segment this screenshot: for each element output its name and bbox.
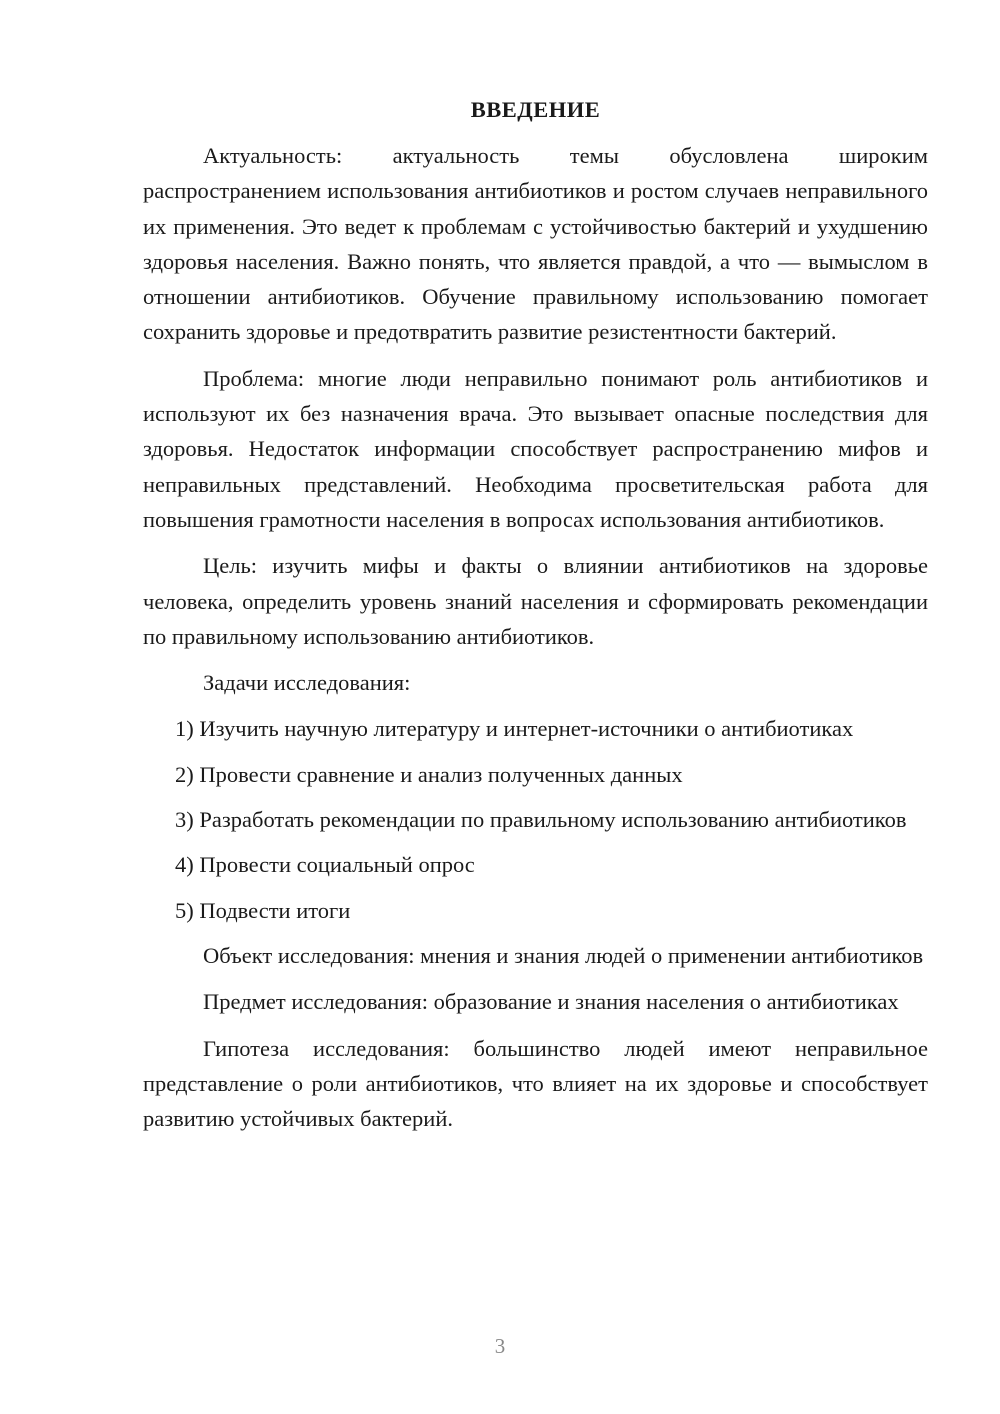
task-item-3: 3) Разработать рекомендации по правильному использованию антибиотиков xyxy=(175,807,907,833)
relevance-paragraph: Актуальность: актуальность темы обусловлена широким распространением использования антибиотиков и ростом случаев неправильного их применения. Это ведет к проблемам с устойчивостью бактерий и ухудшению здоровья населения. Важно понять, что является правдой, а что — вымыслом в отношении антибиотиков. Обучение правильному использованию помогает сохранить здоровье и предотвратить развитие резистентности бактерий. xyxy=(143,143,928,345)
problem-paragraph: Проблема: многие люди неправильно понимают роль антибиотиков и используют их без назначения врача. Это вызывает опасные последствия для здоровья. Недостаток информации способствует распространению мифов и неправильных представлений. Необходима просветительская работа для повышения грамотности населения в вопросах использования антибиотиков. xyxy=(143,365,928,532)
hypothesis-paragraph: Гипотеза исследования: большинство людей имеют неправильное представление о роли антибиотиков, что влияет на их здоровье и способствует развитию устойчивых бактерий. xyxy=(143,1035,928,1132)
page-number: 3 xyxy=(494,1334,506,1358)
page-content xyxy=(143,94,928,1147)
subject-paragraph: Предмет исследования: образование и знания населения о антибиотиках xyxy=(203,989,899,1015)
goal-paragraph: Цель: изучить мифы и факты о влиянии антибиотиков на здоровье человека, определить уровень знаний населения и сформировать рекомендации по правильному использованию антибиотиков. xyxy=(143,553,928,649)
task-item-4: 4) Провести социальный опрос xyxy=(175,852,475,878)
object-paragraph: Объект исследования: мнения и знания людей о применении антибиотиков xyxy=(203,942,924,968)
task-item-2: 2) Провести сравнение и анализ полученных данных xyxy=(175,761,683,787)
tasks-title: Задачи исследования: xyxy=(203,670,411,696)
section-heading: ВВЕДЕНИЕ xyxy=(470,97,601,122)
task-item-5: 5) Подвести итоги xyxy=(175,897,351,923)
task-item-1: 1) Изучить научную литературу и интернет-источники о антибиотиках xyxy=(175,716,854,742)
